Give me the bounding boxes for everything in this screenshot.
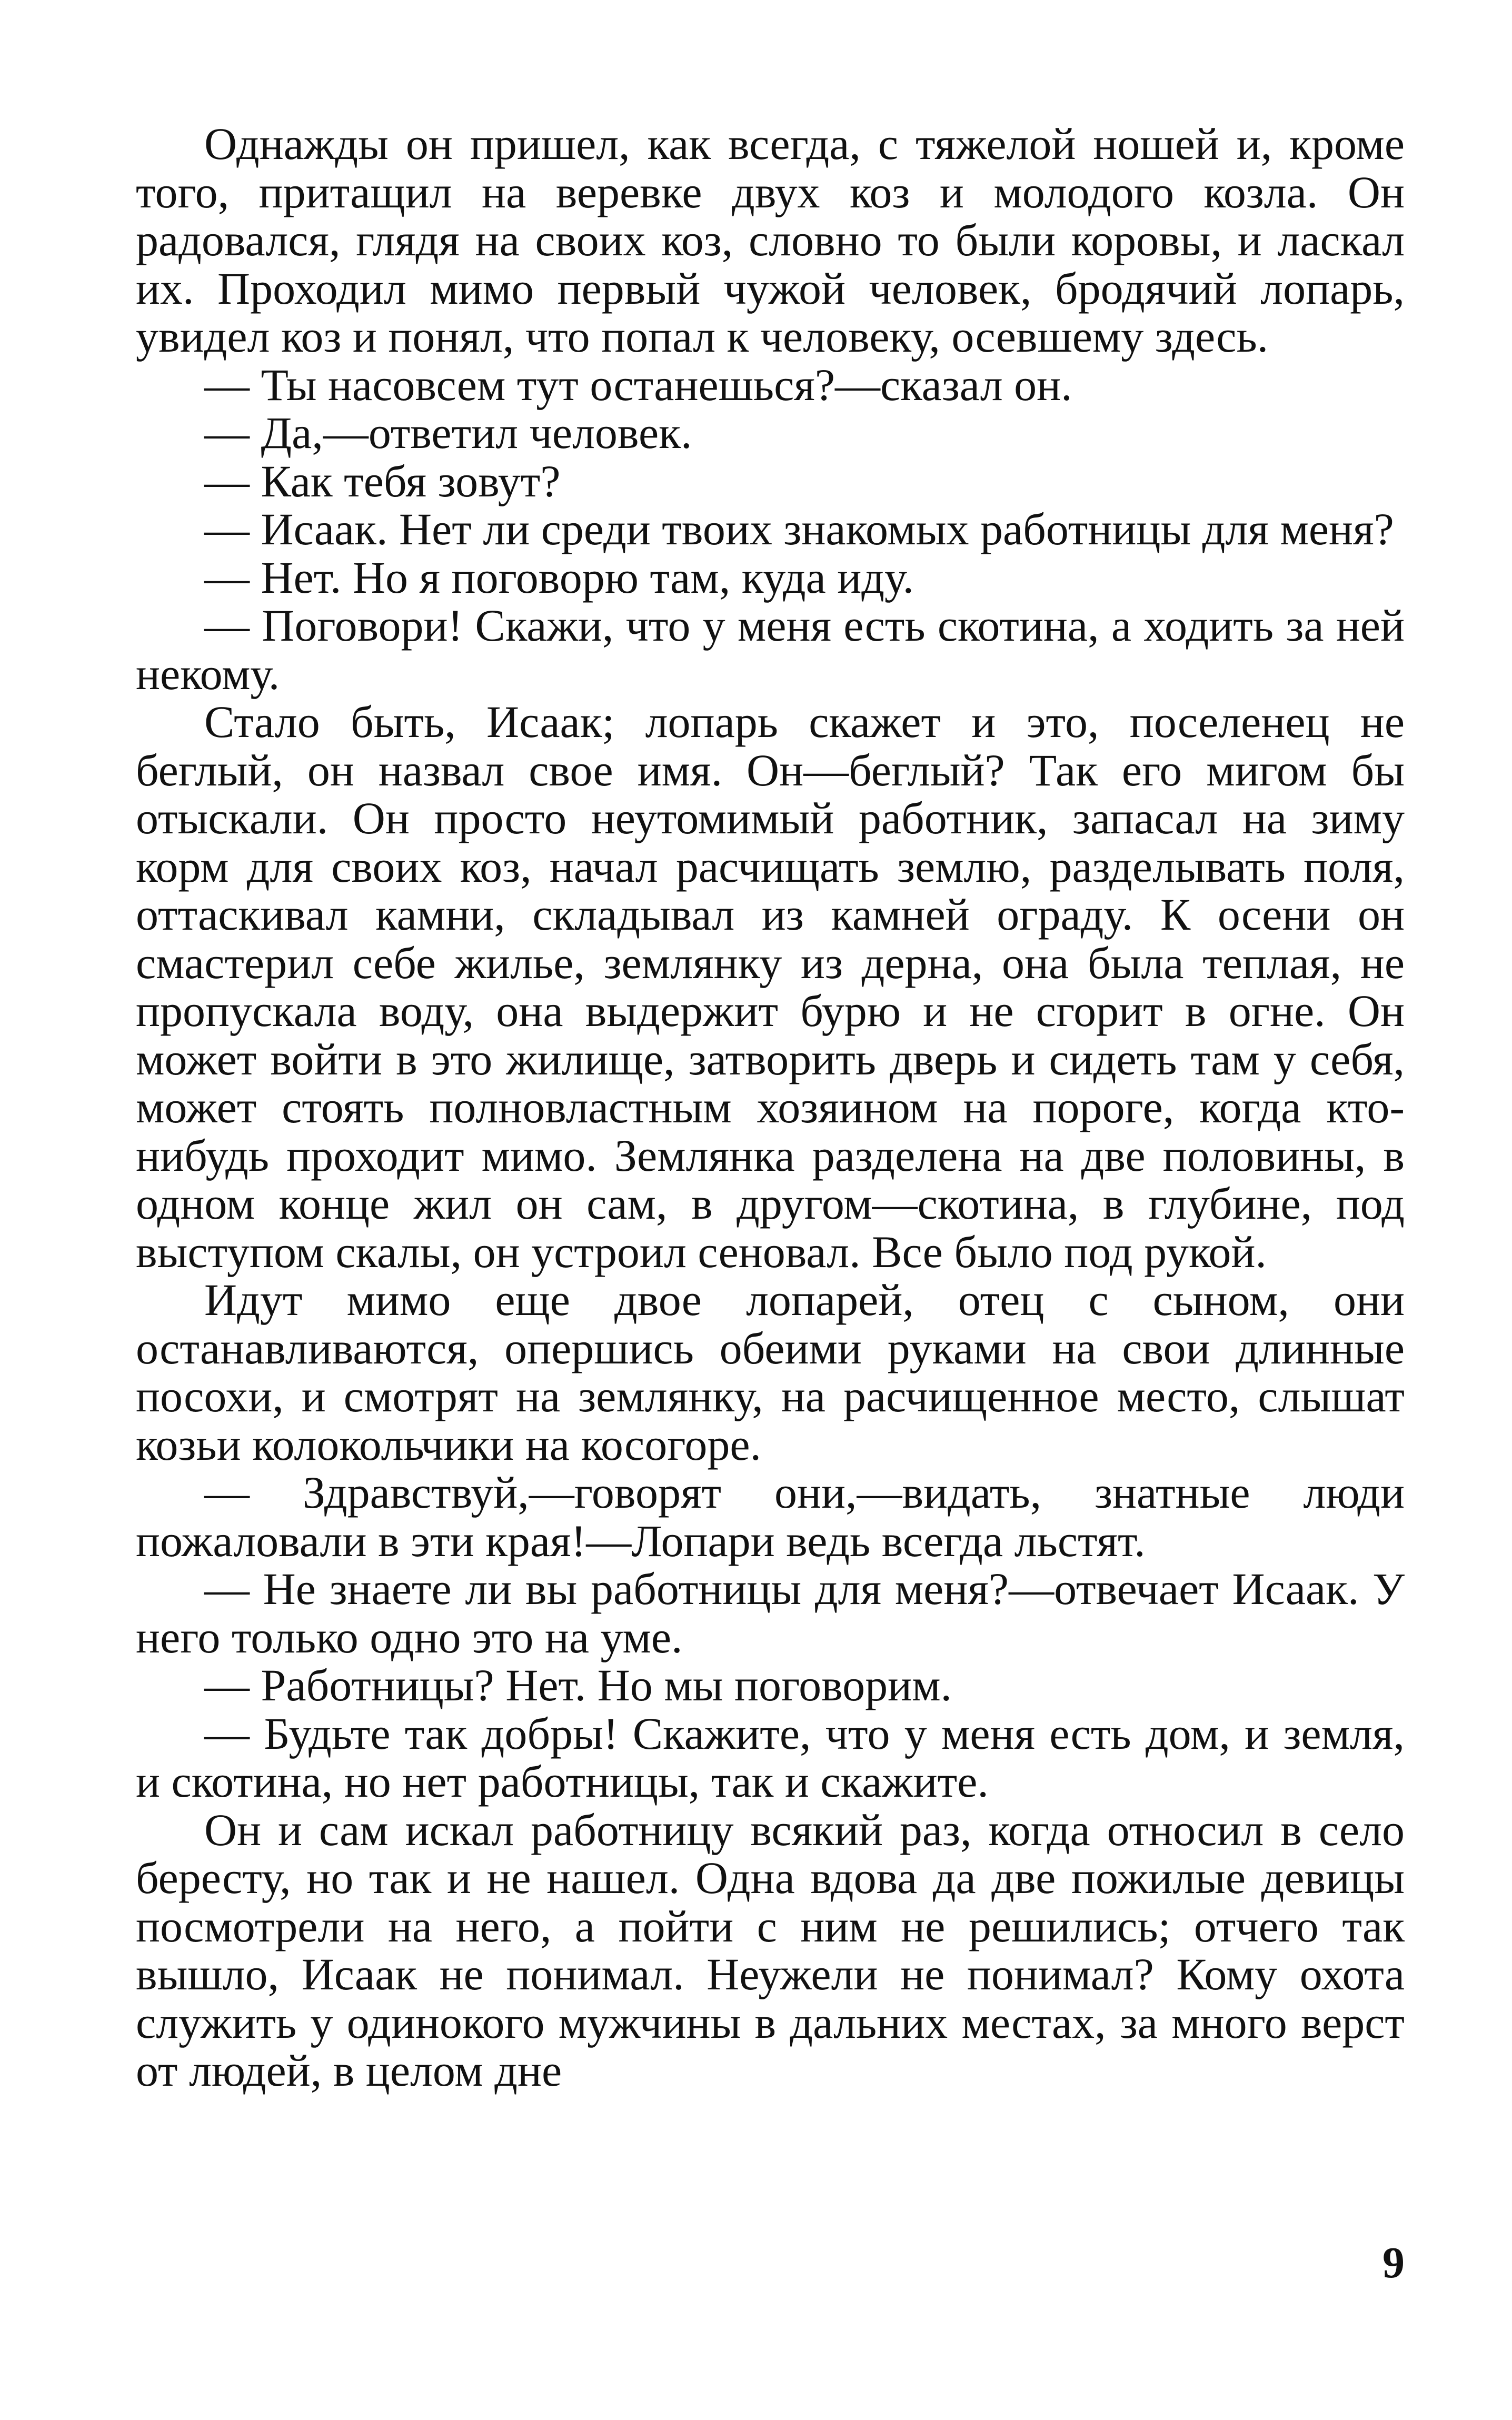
dialogue-line-7: — Здравствуй,—говорят они,—видать, знатные люди пожаловали в эти края!—Лопари ведь всегда льстят. — [136, 1467, 1405, 1566]
dialogue-line-1: — Ты насовсем тут останешься?—сказал он. — [204, 359, 1072, 410]
dialogue-line-10: — Будьте так добры! Скажите, что у меня есть дом, и земля, и скотина, но нет работницы, так и скажите. — [136, 1708, 1405, 1807]
dialogue-line-2: — Да,—ответил человек. — [204, 407, 692, 458]
page-body — [136, 120, 1405, 2095]
paragraph-4: Он и сам искал работницу всякий раз, когда относил в село бересту, но так и не нашел. Одна вдова да две пожилые девицы посмотрели на него, а пойти с ним не решились; отчего так вышло, Исаак не понимал. Неужели не понимал? Кому охота служить у одинокого мужчины в дальних местах, за много верст от людей, в целом дне — [136, 1804, 1405, 2096]
paragraph-3: Идут мимо еще двое лопарей, отец с сыном, они останавливаются, опершись обеими руками на свои длинные посохи, и смотрят на землянку, на расчищенное место, слышат козьи колокольчики на косогоре. — [136, 1274, 1405, 1470]
dialogue-line-4: — Исаак. Нет ли среди твоих знакомых работницы для меня? — [204, 504, 1394, 554]
paragraph-1: Однажды он пришел, как всегда, с тяжелой ношей и, кроме того, притащил на веревке двух коз и молодого козла. Он радовался, глядя на своих коз, словно то были коровы, и ласкал их. Проходил мимо первый чужой человек, бродячий лопарь, увидел коз и понял, что попал к человеку, осевшему здесь. — [136, 118, 1405, 362]
dialogue-line-9: — Работницы? Нет. Но мы поговорим. — [204, 1660, 952, 1710]
dialogue-line-3: — Как тебя зовут? — [204, 455, 561, 506]
paragraph-2: Стало быть, Исаак; лопарь скажет и это, поселенец не беглый, он назвал свое имя. Он—беглый? Так его мигом бы отыскали. Он просто неутомимый работник, запасал на зиму корм для своих коз, начал расчищать землю, разделывать поля, оттаскивал камни, складывал из камней ограду. К осени он смастерил себе жилье, землянку из дерна, она была теплая, не пропускала воду, она выдержит бурю и не сгорит в огне. Он может войти в это жилище, затворить дверь и сидеть там у себя, может стоять полновластным хозяином на пороге, когда кто-нибудь проходит мимо. Землянка разделена на две половины, в одном конце жил он сам, в другом—скотина, в глубине, под выступом скалы, он устроил сеновал. Все было под рукой. — [136, 696, 1405, 1277]
dialogue-line-5: — Нет. Но я поговорю там, куда иду. — [204, 552, 914, 603]
dialogue-line-6: — Поговори! Скажи, что у меня есть скотина, а ходить за ней некому. — [136, 600, 1405, 699]
dialogue-line-8: — Не знаете ли вы работницы для меня?—отвечает Исаак. У него только одно это на уме. — [136, 1563, 1405, 1662]
page-number: 9 — [1382, 2238, 1405, 2287]
